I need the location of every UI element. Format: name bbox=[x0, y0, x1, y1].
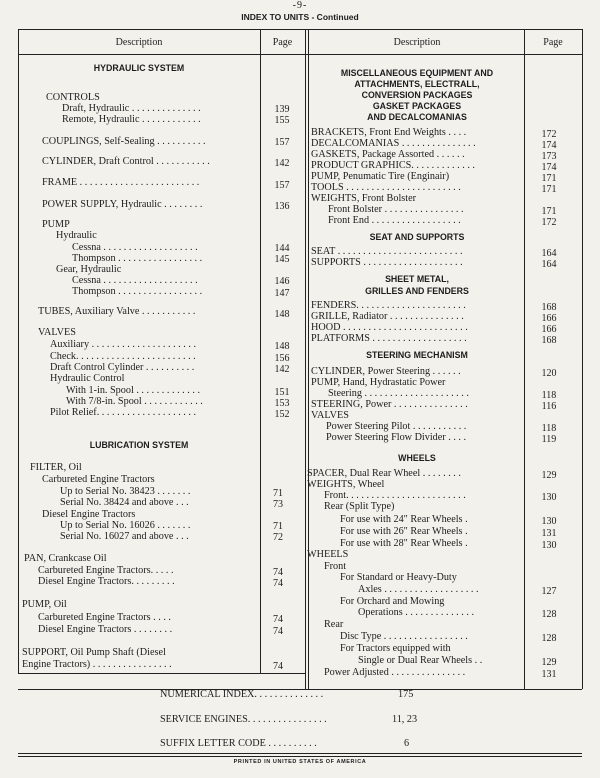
index-entry: For Orchard and Mowing bbox=[340, 596, 445, 607]
bottom-page-ref: 6 bbox=[404, 738, 410, 749]
index-entry: Pilot Relief. . . . . . . . . . . . . . . . . . . . bbox=[50, 407, 197, 418]
page-ref: 72 bbox=[273, 532, 283, 543]
index-entry: GRILLE, Radiator . . . . . . . . . . . . . . . bbox=[311, 311, 464, 322]
index-entry: DECALCOMANIAS . . . . . . . . . . . . . . . bbox=[311, 138, 476, 149]
index-entry: Axles . . . . . . . . . . . . . . . . . . . bbox=[358, 584, 479, 595]
page-ref: 152 bbox=[274, 409, 290, 420]
index-entry: Carbureted Engine Tractors. . . . . bbox=[38, 565, 174, 576]
page-number: -9- bbox=[292, 0, 308, 11]
page-ref: 130 bbox=[541, 516, 557, 527]
left-border bbox=[18, 29, 19, 673]
index-entry: Serial No. 38424 and above . . . bbox=[60, 497, 189, 508]
page-ref: 164 bbox=[541, 248, 557, 259]
index-entry: PUMP, Oil bbox=[22, 599, 67, 610]
index-entry: Power Steering Flow Divider . . . . bbox=[326, 432, 467, 443]
page-ref: 151 bbox=[274, 387, 290, 398]
section-heading: CONVERSION PACKAGES bbox=[361, 90, 473, 100]
section-heading: GASKET PACKAGES bbox=[372, 101, 462, 111]
right-page-header: Page bbox=[543, 37, 563, 48]
index-entry: With 1-in. Spool . . . . . . . . . . . . . bbox=[66, 385, 201, 396]
right-border bbox=[582, 29, 583, 689]
index-entry: CYLINDER, Draft Control . . . . . . . . . . . bbox=[42, 156, 210, 167]
section-heading: SHEET METAL, bbox=[385, 274, 449, 284]
index-entry: FENDERS. . . . . . . . . . . . . . . . . . . . . . bbox=[311, 300, 466, 311]
index-entry: For use with 28" Rear Wheels . bbox=[340, 538, 468, 549]
page-ref: 74 bbox=[273, 661, 283, 672]
index-entry: STEERING, Power . . . . . . . . . . . . . . . bbox=[311, 399, 468, 410]
page-ref: 142 bbox=[274, 364, 290, 375]
index-entry: TUBES, Auxiliary Valve . . . . . . . . . . . bbox=[38, 306, 196, 317]
index-entry: GASKETS, Package Assorted . . . . . . bbox=[311, 149, 465, 160]
index-entry: Front bbox=[324, 561, 347, 572]
index-entry: Hydraulic Control bbox=[50, 373, 125, 384]
index-entry: Serial No. 16027 and above . . . bbox=[60, 531, 189, 542]
index-entry: CONTROLS bbox=[46, 92, 100, 103]
index-entry: Operations . . . . . . . . . . . . . . bbox=[358, 607, 475, 618]
page-ref: 147 bbox=[274, 288, 290, 299]
index-entry: For use with 24" Rear Wheels . bbox=[340, 514, 468, 525]
page-ref: 172 bbox=[541, 129, 557, 140]
page-ref: 156 bbox=[274, 353, 290, 364]
right-page-divider bbox=[524, 29, 525, 689]
index-entry: VALVES bbox=[38, 327, 76, 338]
index-entry: PRODUCT GRAPHICS. . . . . . . . . . . . . bbox=[311, 160, 475, 171]
index-entry: Hydraulic bbox=[56, 230, 97, 241]
page-ref: 128 bbox=[541, 609, 557, 620]
page-ref: 144 bbox=[274, 243, 290, 254]
page-title: INDEX TO UNITS - Continued bbox=[241, 12, 359, 22]
section-heading: MISCELLANEOUS EQUIPMENT AND bbox=[340, 68, 494, 78]
index-entry: WHEELS bbox=[307, 549, 349, 560]
index-entry: Engine Tractors) . . . . . . . . . . . . . . . . bbox=[22, 659, 172, 670]
index-entry: PAN, Crankcase Oil bbox=[24, 553, 107, 564]
page-ref: 153 bbox=[274, 398, 290, 409]
bottom-page-ref: 11, 23 bbox=[392, 714, 418, 725]
index-entry: Draft, Hydraulic . . . . . . . . . . . . . . bbox=[62, 103, 201, 114]
left-page-header: Page bbox=[272, 37, 293, 48]
index-entry: Cessna . . . . . . . . . . . . . . . . . . . bbox=[72, 242, 198, 253]
section-heading: GRILLES AND FENDERS bbox=[365, 286, 469, 296]
header-bottom-rule bbox=[18, 54, 582, 55]
page-ref: 128 bbox=[541, 633, 557, 644]
page-ref: 148 bbox=[274, 341, 290, 352]
index-entry: VALVES bbox=[311, 410, 349, 421]
index-entry: Auxiliary . . . . . . . . . . . . . . . . . . . . . bbox=[50, 339, 197, 350]
index-entry: Front Bolster . . . . . . . . . . . . . . . . bbox=[328, 204, 464, 215]
bottom-entry: NUMERICAL INDEX. . . . . . . . . . . . . . bbox=[160, 689, 324, 700]
index-entry: Cessna . . . . . . . . . . . . . . . . . . . bbox=[72, 275, 198, 286]
page-ref: 146 bbox=[274, 276, 290, 287]
page-ref: 129 bbox=[541, 657, 557, 668]
index-entry: Disc Type . . . . . . . . . . . . . . . . . bbox=[340, 631, 468, 642]
index-entry: TOOLS . . . . . . . . . . . . . . . . . . . . . . . bbox=[311, 182, 461, 193]
index-entry: SEAT . . . . . . . . . . . . . . . . . . . . . . . . . bbox=[311, 246, 463, 257]
bottom-page-ref: 175 bbox=[398, 689, 414, 700]
page-ref: 130 bbox=[541, 540, 557, 551]
page-ref: 168 bbox=[541, 335, 557, 346]
index-entry: Power Steering Pilot . . . . . . . . . . . bbox=[326, 421, 467, 432]
index-entry: WEIGHTS, Front Bolster bbox=[311, 193, 416, 204]
page-ref: 171 bbox=[541, 184, 557, 195]
page-ref: 118 bbox=[541, 423, 557, 434]
index-entry: SUPPORT, Oil Pump Shaft (Diesel bbox=[22, 647, 166, 658]
center-divider bbox=[305, 29, 309, 689]
page-ref: 119 bbox=[541, 434, 557, 445]
index-entry: Thompson . . . . . . . . . . . . . . . . . bbox=[72, 286, 203, 297]
index-entry: SPACER, Dual Rear Wheel . . . . . . . . bbox=[307, 468, 461, 479]
index-entry: PUMP bbox=[42, 219, 70, 230]
index-entry: For Standard or Heavy-Duty bbox=[340, 572, 457, 583]
page-ref: 173 bbox=[541, 151, 557, 162]
index-entry: PUMP, Penumatic Tire (Enginair) bbox=[311, 171, 450, 182]
right-description-header: Description bbox=[393, 37, 441, 48]
index-entry: FILTER, Oil bbox=[30, 462, 82, 473]
page-ref: 157 bbox=[274, 137, 290, 148]
index-entry: PLATFORMS . . . . . . . . . . . . . . . . . . . bbox=[311, 333, 467, 344]
index-entry: Remote, Hydraulic . . . . . . . . . . . . bbox=[62, 114, 201, 125]
page-ref: 171 bbox=[541, 173, 557, 184]
index-entry: POWER SUPPLY, Hydraulic . . . . . . . . bbox=[42, 199, 203, 210]
page-ref: 142 bbox=[274, 158, 290, 169]
page-ref: 71 bbox=[273, 488, 283, 499]
footer-rule-1 bbox=[18, 753, 582, 754]
page-ref: 148 bbox=[274, 309, 290, 320]
section-heading: LUBRICATION SYSTEM bbox=[89, 440, 189, 450]
index-entry: Front End . . . . . . . . . . . . . . . . . . bbox=[328, 215, 461, 226]
page-ref: 71 bbox=[273, 521, 283, 532]
section-heading: STEERING MECHANISM bbox=[366, 350, 468, 360]
index-entry: Single or Dual Rear Wheels . . bbox=[358, 655, 483, 666]
index-entry: For use with 26" Rear Wheels . bbox=[340, 526, 468, 537]
page-ref: 145 bbox=[274, 254, 290, 265]
page-ref: 139 bbox=[274, 104, 290, 115]
page-ref: 131 bbox=[541, 669, 557, 680]
page-ref: 120 bbox=[541, 368, 557, 379]
section-heading: HYDRAULIC SYSTEM bbox=[93, 63, 185, 73]
page-ref: 164 bbox=[541, 259, 557, 270]
page-ref: 157 bbox=[274, 180, 290, 191]
page-ref: 166 bbox=[541, 324, 557, 335]
page-ref: 174 bbox=[541, 140, 557, 151]
page-ref: 74 bbox=[273, 614, 283, 625]
index-entry: PUMP, Hand, Hydrastatic Power bbox=[311, 377, 446, 388]
section-heading: AND DECALCOMANIAS bbox=[367, 112, 467, 122]
page-ref: 130 bbox=[541, 492, 557, 503]
index-entry: Thompson . . . . . . . . . . . . . . . . . bbox=[72, 253, 203, 264]
footer-rule-2 bbox=[18, 756, 582, 757]
section-heading: ATTACHMENTS, ELECTRALL, bbox=[354, 79, 480, 89]
index-entry: FRAME . . . . . . . . . . . . . . . . . . . . . . . . bbox=[42, 177, 200, 188]
footer-printed-note: PRINTED IN UNITED STATES OF AMERICA bbox=[233, 759, 367, 765]
index-entry: WEIGHTS, Wheel bbox=[307, 479, 385, 490]
page-ref: 168 bbox=[541, 302, 557, 313]
page-ref: 172 bbox=[541, 217, 557, 228]
section-heading: WHEELS bbox=[398, 453, 436, 463]
index-entry: COUPLINGS, Self-Sealing . . . . . . . . . . bbox=[42, 136, 206, 147]
index-entry: Steering . . . . . . . . . . . . . . . . . . . . . bbox=[328, 388, 469, 399]
index-entry: Gear, Hydraulic bbox=[56, 264, 122, 275]
page-ref: 73 bbox=[273, 499, 283, 510]
page-ref: 166 bbox=[541, 313, 557, 324]
page-ref: 74 bbox=[273, 567, 283, 578]
left-description-header: Description bbox=[115, 37, 163, 48]
page-ref: 131 bbox=[541, 528, 557, 539]
index-entry: Rear (Split Type) bbox=[324, 501, 395, 512]
index-entry: SUPPORTS . . . . . . . . . . . . . . . . . . . . bbox=[311, 257, 463, 268]
page-ref: 74 bbox=[273, 626, 283, 637]
index-entry: Carbureted Engine Tractors . . . . bbox=[38, 612, 171, 623]
page-ref: 118 bbox=[541, 390, 557, 401]
left-bottom-rule bbox=[18, 673, 306, 674]
index-entry: With 7/8-in. Spool . . . . . . . . . . . . bbox=[66, 396, 203, 407]
index-entry: Diesel Engine Tractors . . . . . . . . bbox=[38, 624, 173, 635]
index-entry: Up to Serial No. 16026 . . . . . . . bbox=[60, 520, 191, 531]
page-ref: 155 bbox=[274, 115, 290, 126]
index-entry: HOOD . . . . . . . . . . . . . . . . . . . . . . . . . bbox=[311, 322, 468, 333]
index-entry: For Tractors equipped with bbox=[340, 643, 451, 654]
page-ref: 116 bbox=[541, 401, 557, 412]
page-ref: 74 bbox=[273, 578, 283, 589]
index-entry: Up to Serial No. 38423 . . . . . . . bbox=[60, 486, 191, 497]
index-entry: Carbureted Engine Tractors bbox=[42, 474, 155, 485]
index-entry: CYLINDER, Power Steering . . . . . . bbox=[311, 366, 461, 377]
index-entry: BRACKETS, Front End Weights . . . . bbox=[311, 127, 467, 138]
index-entry: Rear bbox=[324, 619, 344, 630]
page-ref: 127 bbox=[541, 586, 557, 597]
header-top-rule bbox=[18, 29, 582, 30]
index-entry: Diesel Engine Tractors. . . . . . . . . bbox=[38, 576, 175, 587]
section-heading: SEAT AND SUPPORTS bbox=[369, 232, 465, 242]
bottom-entry: SERVICE ENGINES. . . . . . . . . . . . . . . . bbox=[160, 714, 327, 725]
index-entry: Draft Control Cylinder . . . . . . . . . . bbox=[50, 362, 195, 373]
bottom-entry: SUFFIX LETTER CODE . . . . . . . . . . bbox=[160, 738, 317, 749]
index-entry: Check. . . . . . . . . . . . . . . . . . . . . . . . bbox=[50, 351, 196, 362]
page-ref: 171 bbox=[541, 206, 557, 217]
page-ref: 129 bbox=[541, 470, 557, 481]
index-entry: Power Adjusted . . . . . . . . . . . . . . . bbox=[324, 667, 466, 678]
page-ref: 136 bbox=[274, 201, 290, 212]
page-ref: 174 bbox=[541, 162, 557, 173]
index-entry: Diesel Engine Tractors bbox=[42, 509, 136, 520]
index-entry: Front. . . . . . . . . . . . . . . . . . . . . . . . bbox=[324, 490, 466, 501]
